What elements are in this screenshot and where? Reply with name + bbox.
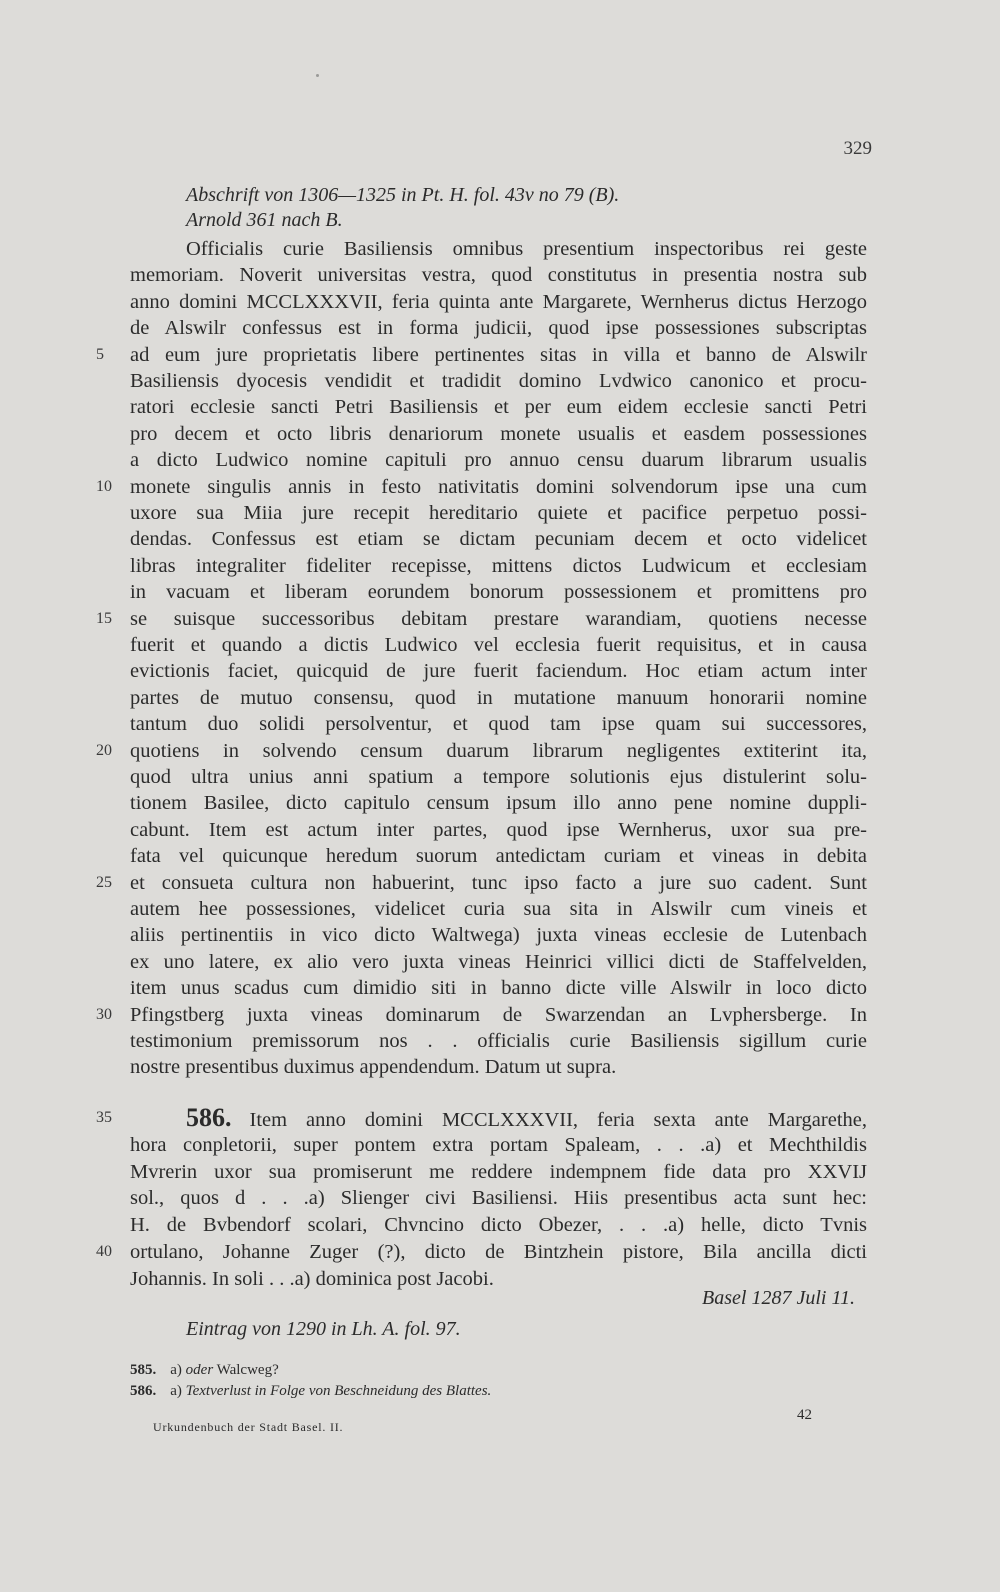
entry-585-line: pro decem et octo libris denariorum monete usualis et easdem possessiones bbox=[130, 422, 867, 445]
entry-586-line: sol., quos d . . .a) Slienger civi Basiliensi. Hiis presentibus acta sunt hec: bbox=[130, 1187, 867, 1210]
entry-585-line: de Alswilr confessus est in forma judicii, quod ipse possessiones subscriptas bbox=[130, 317, 867, 340]
entry-586-number: 586. bbox=[186, 1103, 232, 1132]
entry-585-line: testimonium premissorum nos . . officialis curie Basiliensis sigillum curie bbox=[130, 1030, 867, 1052]
entry-585-line: cabunt. Item est actum inter partes, quod ipse Wernherus, uxor sua pre- bbox=[130, 818, 867, 841]
entry-585-line: uxore sua Miia jure recepit hereditario quiete et pacifice perpetuo possi- bbox=[130, 502, 867, 524]
entry-585-line: evictionis faciet, quicquid de jure fuerit faciendum. Hoc etiam actum inter bbox=[130, 660, 867, 683]
entry-585-line: Officialis curie Basiliensis omnibus presentium inspectoribus rei geste bbox=[186, 238, 867, 260]
line-number: 20 bbox=[96, 741, 112, 759]
line-number: 15 bbox=[96, 609, 112, 627]
entry-585-line: partes de mutuo consensu, quod in mutatione manuum honorarii nomine bbox=[130, 686, 867, 709]
entry-585-line: ad eum jure proprietatis libere pertinentes sitas in villa et banno de Alswilr bbox=[130, 343, 867, 366]
entry-586-line: Johannis. In soli . . .a) dominica post Jacobi. bbox=[130, 1267, 494, 1290]
entry-586-line: ortulano, Johanne Zuger (?), dicto de Bintzhein pistore, Bila ancilla dicti bbox=[130, 1241, 867, 1263]
entry-585-line: nostre presentibus duximus appendendum. Datum ut supra. bbox=[130, 1056, 617, 1079]
entry-585-line: aliis pertinentiis in vico dicto Waltwega) juxta vineas ecclesie de Lutenbach bbox=[130, 924, 867, 947]
entry-586-date: Basel 1287 Juli 11. bbox=[702, 1287, 855, 1309]
line-number: 30 bbox=[96, 1005, 112, 1023]
line-number: 35 bbox=[96, 1109, 112, 1126]
entry-585-line: tantum duo solidi persolventur, et quod tam ipse quam sui successores, bbox=[130, 713, 867, 736]
source-note-2: Arnold 361 nach B. bbox=[186, 209, 343, 231]
line-number: 25 bbox=[96, 873, 112, 891]
entry-586-line: H. de Bvbendorf scolari, Chvncino dicto Obezer, . . .a) helle, dicto Tvnis bbox=[130, 1214, 867, 1237]
entry-586-line: hora conpletorii, super pontem extra portam Spaleam, . . .a) et Mechthildis bbox=[130, 1133, 867, 1156]
page-number: 329 bbox=[843, 138, 872, 159]
entry-586-line-1: 586. Item anno domini MCCLXXXVII, feria sexta ante Margarethe, bbox=[186, 1103, 867, 1132]
line-number: 10 bbox=[96, 477, 112, 495]
entry-585-line: item unus scadus cum dimidio siti in banno dicte ville Alswilr in loco dicto bbox=[130, 977, 867, 1000]
line-number: 5 bbox=[96, 345, 104, 363]
entry-585-line: fuerit et quando a dictis Ludwico vel ecclesia fuerit requisitus, et in causa bbox=[130, 634, 867, 656]
entry-585-line: quotiens in solvendo censum duarum librarum negligentes extiterint ita, bbox=[130, 739, 867, 762]
line-number: 40 bbox=[96, 1243, 112, 1260]
entry-585-line: Pfingstberg juxta vineas dominarum de Swarzendan an Lvphersberge. In bbox=[130, 1003, 867, 1026]
footer-signature: 42 bbox=[797, 1407, 812, 1423]
entry-585-line: dendas. Confessus est etiam se dictam pecuniam decem et octo videlicet bbox=[130, 528, 867, 551]
entry-585-line: anno domini MCCLXXXVII, feria quinta ante Margarete, Wernherus dictus Herzogo bbox=[130, 290, 867, 313]
paper-speck bbox=[316, 74, 319, 77]
footnote-586: 586. a) Textverlust in Folge von Beschneidung des Blattes. bbox=[130, 1383, 492, 1399]
entry-585-line: ex uno latere, ex alio vero juxta vineas Heinrici villici dicti de Staffelvelden, bbox=[130, 950, 867, 973]
entry-585-line: ratori ecclesie sancti Petri Basiliensis et per eum eidem ecclesie sancti Petri bbox=[130, 396, 867, 419]
entry-585-line: a dicto Ludwico nomine capituli pro annuo censu duarum librarum usualis bbox=[130, 449, 867, 472]
footnote-585: 585. a) oder Walcweg? bbox=[130, 1362, 279, 1378]
entry-585-line: monete singulis annis in festo nativitatis domini solvendorum ipse una cum bbox=[130, 475, 867, 498]
entry-585-line: libras integraliter fideliter recepisse, mittens dictos Ludwicum et ecclesiam bbox=[130, 554, 867, 577]
footer-title: Urkundenbuch der Stadt Basel. II. bbox=[153, 1420, 344, 1434]
entry-585-line: et consueta cultura non habuerint, tunc ipso facto a jure suo cadent. Sunt bbox=[130, 871, 867, 894]
entry-585-line: quod ultra unius anni spatium a tempore solutionis ejus distulerint solu- bbox=[130, 766, 867, 788]
entry-585-line: memoriam. Noverit universitas vestra, quod constitutus in presentia nostra sub bbox=[130, 264, 867, 287]
entry-586-line: Mvrerin uxor sua promiserunt me reddere indempnem fide data pro XXVIJ bbox=[130, 1160, 867, 1183]
entry-585-line: se suisque successoribus debitam prestare warandiam, quotiens necesse bbox=[130, 607, 867, 630]
entry-585-line: in vacuam et liberam eorundem bonorum possessionem et promittens pro bbox=[130, 581, 867, 604]
entry-586-source: Eintrag von 1290 in Lh. A. fol. 97. bbox=[186, 1318, 461, 1340]
entry-585-line: autem hee possessiones, videlicet curia sua sita in Alswilr cum vineis et bbox=[130, 898, 867, 920]
entry-585-line: Basiliensis dyocesis vendidit et tradidit domino Lvdwico canonico et procu- bbox=[130, 370, 867, 392]
entry-585-line: fata vel quicunque heredum suorum antedictam curiam et vineas in debita bbox=[130, 845, 867, 868]
entry-585-line: tionem Basilee, dicto capitulo censum ipsum illo anno pene nomine duppli- bbox=[130, 792, 867, 815]
source-note-1: Abschrift von 1306—1325 in Pt. H. fol. 43v no 79 (B). bbox=[186, 184, 620, 206]
